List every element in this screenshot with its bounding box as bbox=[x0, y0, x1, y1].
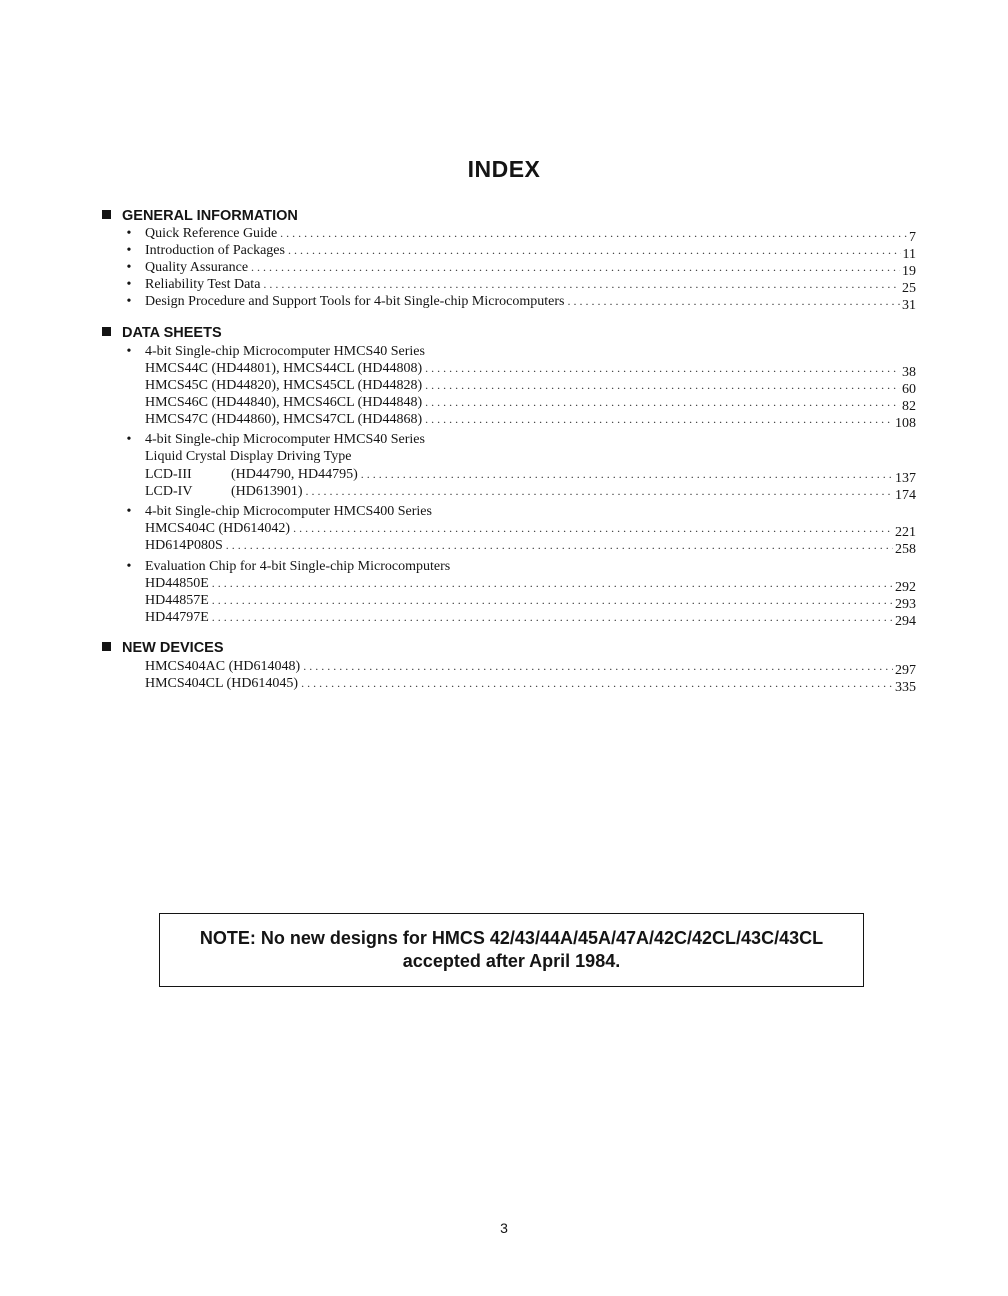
toc-group-subtitle bbox=[145, 448, 916, 465]
dot-leader bbox=[212, 592, 893, 609]
section-heading: DATA SHEETS bbox=[122, 325, 222, 341]
dot-leader bbox=[425, 377, 900, 394]
toc-entry-text: Reliability Test Data bbox=[145, 277, 261, 292]
square-bullet-icon bbox=[102, 327, 111, 336]
toc-page-number: 221 bbox=[895, 525, 916, 537]
toc-page-number: 38 bbox=[902, 365, 916, 377]
bullet-icon: • bbox=[126, 226, 132, 241]
note-line-2: accepted after April 1984. bbox=[402, 951, 621, 971]
toc-entry bbox=[145, 225, 916, 242]
dot-leader bbox=[263, 276, 900, 293]
bullet-icon: • bbox=[126, 344, 132, 359]
page-number: 3 bbox=[500, 1220, 508, 1236]
dot-leader bbox=[301, 675, 893, 692]
toc-entry-text: HMCS45C (HD44820), HMCS45CL (HD44828) bbox=[145, 378, 423, 393]
group-subtitle-text: Liquid Crystal Display Driving Type bbox=[145, 449, 352, 464]
dot-leader bbox=[212, 575, 893, 592]
toc-entry bbox=[145, 592, 916, 609]
dot-leader bbox=[226, 537, 893, 554]
dot-leader bbox=[303, 658, 893, 675]
dot-leader bbox=[251, 259, 900, 276]
dot-leader bbox=[280, 225, 907, 242]
toc-group-title bbox=[145, 431, 916, 448]
square-bullet-icon bbox=[102, 642, 111, 651]
section-heading: GENERAL INFORMATION bbox=[122, 208, 298, 224]
section-heading: NEW DEVICES bbox=[122, 640, 224, 656]
group-title-text: 4-bit Single-chip Microcomputer HMCS40 Series bbox=[145, 344, 425, 359]
toc-entry bbox=[145, 377, 916, 394]
toc-entry bbox=[145, 293, 916, 310]
toc-entry bbox=[145, 520, 916, 537]
bullet-icon: • bbox=[126, 243, 132, 258]
toc-page-number: 7 bbox=[909, 230, 916, 242]
device-parts: (HD613901) bbox=[231, 484, 303, 499]
square-bullet-icon bbox=[102, 210, 111, 219]
toc-entry bbox=[145, 675, 916, 692]
toc-page-number: 335 bbox=[895, 680, 916, 692]
toc-entry-text: HD614P080S bbox=[145, 538, 223, 553]
bullet-icon: • bbox=[126, 504, 132, 519]
dot-leader bbox=[288, 242, 901, 259]
section-data-sheets bbox=[102, 324, 222, 342]
toc-entry-text: Introduction of Packages bbox=[145, 243, 285, 258]
device-name: LCD-IV bbox=[145, 484, 193, 499]
section-new-devices bbox=[102, 639, 224, 657]
toc-entry bbox=[145, 242, 916, 259]
toc-entry-text bbox=[145, 483, 306, 500]
toc-entry bbox=[145, 609, 916, 626]
dot-leader bbox=[425, 360, 900, 377]
toc-entry-text: HMCS46C (HD44840), HMCS46CL (HD44848) bbox=[145, 395, 423, 410]
toc-entry-text: HD44797E bbox=[145, 610, 209, 625]
toc-page-number: 174 bbox=[895, 488, 916, 500]
toc-entry-text: Quality Assurance bbox=[145, 260, 249, 275]
toc-page-number: 11 bbox=[902, 247, 916, 259]
toc-page-number: 19 bbox=[902, 264, 916, 276]
toc-page-number: 293 bbox=[895, 597, 916, 609]
toc-page-number: 258 bbox=[895, 542, 916, 554]
group-title-text: 4-bit Single-chip Microcomputer HMCS400 Series bbox=[145, 504, 432, 519]
toc-entry bbox=[145, 575, 916, 592]
device-parts: (HD44790, HD44795) bbox=[231, 467, 358, 482]
toc-entry bbox=[145, 466, 916, 483]
toc-entry-text: HMCS44C (HD44801), HMCS44CL (HD44808) bbox=[145, 361, 423, 376]
bullet-icon: • bbox=[126, 277, 132, 292]
toc-entry-text: HD44857E bbox=[145, 593, 209, 608]
bullet-icon: • bbox=[126, 432, 132, 447]
dot-leader bbox=[361, 466, 893, 483]
bullet-icon: • bbox=[126, 260, 132, 275]
toc-entry-text: Quick Reference Guide bbox=[145, 226, 278, 241]
group-title-text: 4-bit Single-chip Microcomputer HMCS40 Series bbox=[145, 432, 425, 447]
dot-leader bbox=[567, 293, 900, 310]
toc-entry-text: HMCS404CL (HD614045) bbox=[145, 676, 299, 691]
dot-leader bbox=[306, 483, 893, 500]
toc-page-number: 108 bbox=[895, 416, 916, 428]
note-line-1: NOTE: No new designs for HMCS 42/43/44A/45A/47A/42C/42CL/43C/43CL bbox=[199, 928, 824, 948]
bullet-icon: • bbox=[126, 294, 132, 309]
toc-page-number: 31 bbox=[902, 298, 916, 310]
toc-page-number: 294 bbox=[895, 614, 916, 626]
dot-leader bbox=[425, 394, 900, 411]
toc-page-number: 60 bbox=[902, 382, 916, 394]
toc-page-number: 137 bbox=[895, 471, 916, 483]
toc-entry-text bbox=[145, 466, 361, 483]
toc-entry bbox=[145, 276, 916, 293]
toc-group-title bbox=[145, 558, 916, 575]
dot-leader bbox=[425, 411, 893, 428]
toc-entry bbox=[145, 537, 916, 554]
note-box bbox=[159, 913, 864, 987]
toc-entry-text: HMCS47C (HD44860), HMCS47CL (HD44868) bbox=[145, 412, 423, 427]
toc-group-title bbox=[145, 343, 916, 360]
page-title: INDEX bbox=[467, 156, 541, 182]
dot-leader bbox=[293, 520, 893, 537]
toc-entry bbox=[145, 483, 916, 500]
toc-entry-text: HMCS404AC (HD614048) bbox=[145, 659, 301, 674]
section-general-information bbox=[102, 207, 298, 225]
device-name: LCD-III bbox=[145, 467, 192, 482]
toc-entry bbox=[145, 658, 916, 675]
toc-entry bbox=[145, 394, 916, 411]
toc-page-number: 82 bbox=[902, 399, 916, 411]
group-title-text: Evaluation Chip for 4-bit Single-chip Microcomputers bbox=[145, 559, 451, 574]
toc-entry bbox=[145, 411, 916, 428]
toc-group-title bbox=[145, 503, 916, 520]
toc-page-number: 25 bbox=[902, 281, 916, 293]
toc-entry-text: Design Procedure and Support Tools for 4-bit Single-chip Microcomputers bbox=[145, 294, 565, 309]
toc-page-number: 292 bbox=[895, 580, 916, 592]
toc-entry bbox=[145, 360, 916, 377]
dot-leader bbox=[212, 609, 893, 626]
toc-entry bbox=[145, 259, 916, 276]
toc-entry-text: HMCS404C (HD614042) bbox=[145, 521, 291, 536]
toc-entry-text: HD44850E bbox=[145, 576, 209, 591]
toc-page-number: 297 bbox=[895, 663, 916, 675]
bullet-icon: • bbox=[126, 559, 132, 574]
